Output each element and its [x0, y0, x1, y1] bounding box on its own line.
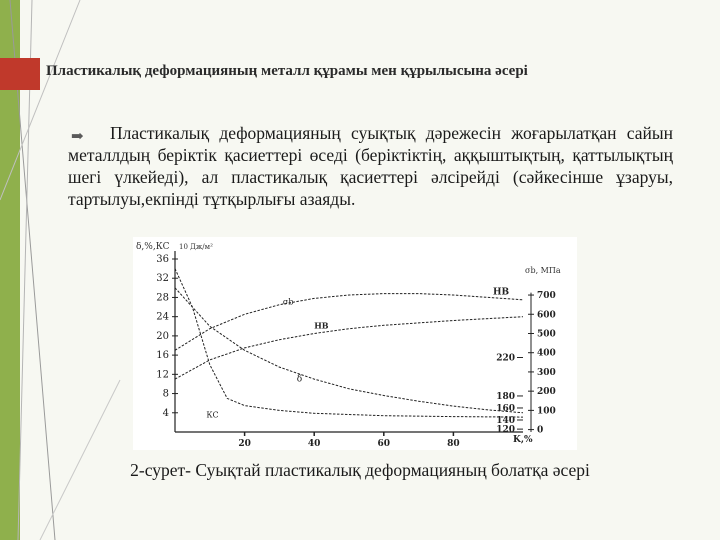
sigma-tick-label: 200: [537, 387, 556, 398]
left-tick-label: 16: [156, 350, 169, 362]
right-axis-title: σb, МПа: [525, 266, 561, 275]
sigma-tick-label: 300: [537, 367, 556, 378]
sigma-tick-label: 100: [537, 406, 556, 417]
series-label-HB: HB: [314, 320, 329, 331]
series-label-HB-right: HB: [493, 287, 510, 298]
series-line-КС: [175, 269, 523, 418]
left-axis-title: δ,%,КС: [136, 242, 170, 252]
left-tick-label: 36: [156, 254, 169, 265]
x-tick-label: 20: [238, 439, 251, 449]
left-tick-label: 28: [156, 292, 169, 304]
left-tick-label: 24: [156, 311, 169, 323]
hb-tick-label: 140: [496, 415, 515, 426]
hb-tick-label: 120: [496, 425, 515, 436]
series-label-КС: КС: [206, 410, 219, 420]
x-tick-label: 80: [447, 439, 460, 449]
slide-title: Пластикалық деформацияның металл құрамы мен құрылысына әсері: [46, 63, 528, 79]
series-line-σb: [175, 294, 523, 351]
title-accent-tab: [0, 58, 40, 90]
hb-tick-label: 160: [496, 403, 515, 414]
left-tick-label: 8: [162, 388, 169, 400]
x-axis-title: K,%: [513, 435, 533, 445]
series-label-δ: δ: [296, 374, 303, 385]
left-tick-label: 20: [156, 330, 169, 342]
sigma-tick-label: 400: [537, 348, 556, 359]
series-label-σb: σb: [282, 297, 294, 307]
series-line-HB: [175, 317, 523, 379]
x-tick-label: 60: [377, 439, 391, 449]
sigma-tick-label: 0: [537, 425, 544, 436]
body-paragraph: [68, 122, 673, 210]
paragraph-text: Пластикалық деформацияның суықтық дәрежесін жоғарылатқан сайын металлдың беріктік қасиеттері өседі (беріктіктің, аққыштықтың, қаттылықтың шегі үлкейеді), ал пластикалық қасиеттері әлсірейді (сәйкесінше ұзаруы, тартылуы,екпінді тұтқырлығы азаяды.: [68, 123, 673, 209]
figure-caption: 2-сурет- Суықтай пластикалық деформацияның болатқа әсері: [130, 460, 590, 480]
series-line-δ: [175, 288, 523, 413]
hb-tick-label: 180: [496, 391, 515, 402]
chart-svg: [133, 237, 577, 450]
sigma-tick-label: 500: [537, 329, 556, 340]
hb-tick-label: 220: [496, 353, 515, 364]
arrow-bullet-icon: ➡: [71, 129, 84, 145]
left-tick-label: 4: [162, 407, 169, 419]
left-axis-unit: 10 Дж/м²: [179, 243, 213, 251]
left-tick-label: 32: [156, 273, 169, 285]
x-tick-label: 40: [307, 439, 321, 449]
sigma-tick-label: 700: [537, 291, 556, 302]
chart: [133, 237, 577, 450]
sigma-tick-label: 600: [537, 310, 556, 321]
left-tick-label: 12: [156, 369, 169, 381]
